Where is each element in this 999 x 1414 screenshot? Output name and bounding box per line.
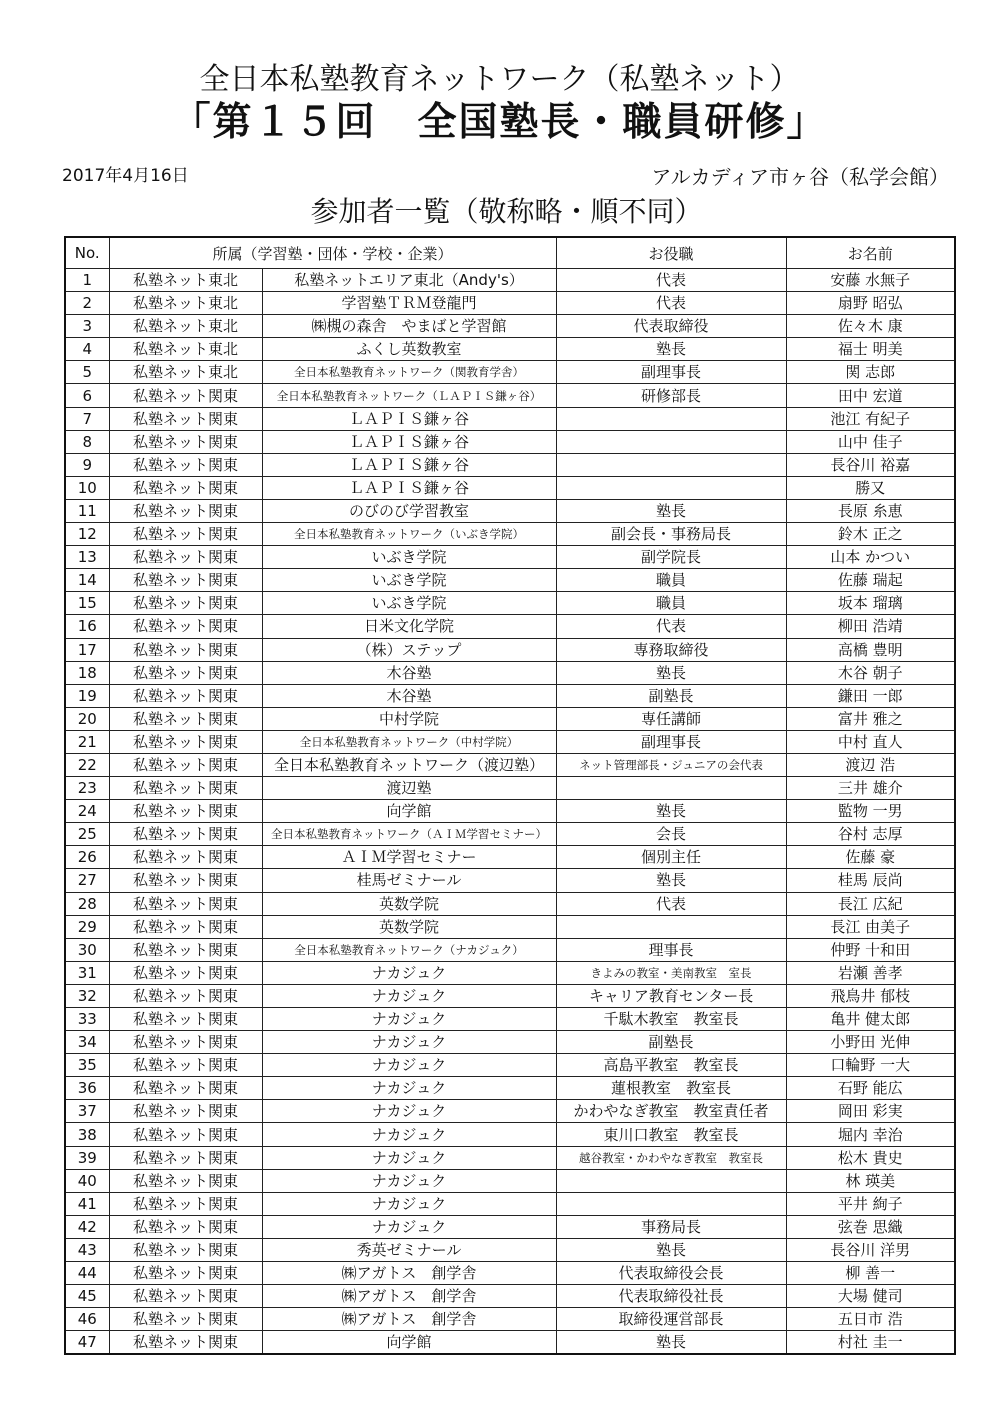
row-number: 31 bbox=[65, 961, 109, 984]
row-number: 21 bbox=[65, 730, 109, 753]
header-name: お名前 bbox=[786, 237, 955, 269]
table-row bbox=[65, 453, 955, 476]
role-cell: 代表 bbox=[556, 269, 786, 292]
role-cell: 越谷教室・かわやなぎ教室 教室長 bbox=[556, 1146, 786, 1169]
table-row bbox=[65, 800, 955, 823]
affiliation-cell: 私塾ネット関東 bbox=[109, 1031, 262, 1054]
organization-cell: 全日本私塾教育ネットワーク（関教育学舎） bbox=[262, 361, 556, 384]
affiliation-cell: 私塾ネット東北 bbox=[109, 315, 262, 338]
table-row bbox=[65, 1169, 955, 1192]
name-cell: 渡辺 浩 bbox=[786, 753, 955, 776]
row-number: 11 bbox=[65, 499, 109, 522]
affiliation-cell: 私塾ネット関東 bbox=[109, 777, 262, 800]
organization-cell: ナカジュク bbox=[262, 1031, 556, 1054]
role-cell: ネット管理部長・ジュニアの会代表 bbox=[556, 753, 786, 776]
organization-cell: 中村学院 bbox=[262, 707, 556, 730]
table-row bbox=[65, 1285, 955, 1308]
organization-cell: 英数学院 bbox=[262, 915, 556, 938]
organization-cell: いぶき学院 bbox=[262, 546, 556, 569]
role-cell: 高島平教室 教室長 bbox=[556, 1054, 786, 1077]
affiliation-cell: 私塾ネット関東 bbox=[109, 1192, 262, 1215]
row-number: 12 bbox=[65, 523, 109, 546]
organization-cell: ふくし英数教室 bbox=[262, 338, 556, 361]
organization-cell: 全日本私塾教育ネットワーク（ＬＡＰＩＳ鎌ヶ谷） bbox=[262, 384, 556, 407]
table-row bbox=[65, 1100, 955, 1123]
affiliation-cell: 私塾ネット関東 bbox=[109, 546, 262, 569]
name-cell: 仲野 十和田 bbox=[786, 938, 955, 961]
organization-cell: ナカジュク bbox=[262, 1123, 556, 1146]
table-row bbox=[65, 569, 955, 592]
organization-cell: ㈱アガトス 創学舎 bbox=[262, 1308, 556, 1331]
affiliation-cell: 私塾ネット関東 bbox=[109, 753, 262, 776]
row-number: 42 bbox=[65, 1215, 109, 1238]
name-cell: 佐藤 瑞起 bbox=[786, 569, 955, 592]
organization-cell: ナカジュク bbox=[262, 984, 556, 1007]
name-cell: 五日市 浩 bbox=[786, 1308, 955, 1331]
name-cell: 三井 雄介 bbox=[786, 777, 955, 800]
role-cell: 事務局長 bbox=[556, 1215, 786, 1238]
name-cell: 富井 雅之 bbox=[786, 707, 955, 730]
affiliation-cell: 私塾ネット関東 bbox=[109, 1077, 262, 1100]
affiliation-cell: 私塾ネット関東 bbox=[109, 1169, 262, 1192]
name-cell: 佐々木 康 bbox=[786, 315, 955, 338]
affiliation-cell: 私塾ネット東北 bbox=[109, 269, 262, 292]
affiliation-cell: 私塾ネット関東 bbox=[109, 476, 262, 499]
table-row bbox=[65, 1238, 955, 1261]
name-cell: 山本 かつい bbox=[786, 546, 955, 569]
name-cell: 佐藤 豪 bbox=[786, 846, 955, 869]
affiliation-cell: 私塾ネット関東 bbox=[109, 730, 262, 753]
affiliation-cell: 私塾ネット関東 bbox=[109, 1308, 262, 1331]
organization-cell: （株）ステップ bbox=[262, 638, 556, 661]
row-number: 20 bbox=[65, 707, 109, 730]
table-row bbox=[65, 1008, 955, 1031]
name-cell: 弦巻 思織 bbox=[786, 1215, 955, 1238]
table-row bbox=[65, 1215, 955, 1238]
role-cell: 会長 bbox=[556, 823, 786, 846]
role-cell: 研修部長 bbox=[556, 384, 786, 407]
affiliation-cell: 私塾ネット関東 bbox=[109, 569, 262, 592]
organization-cell: 私塾ネットエリア東北（Andy's） bbox=[262, 269, 556, 292]
table-row bbox=[65, 315, 955, 338]
name-cell: 鈴木 正之 bbox=[786, 523, 955, 546]
row-number: 39 bbox=[65, 1146, 109, 1169]
role-cell bbox=[556, 476, 786, 499]
affiliation-cell: 私塾ネット関東 bbox=[109, 915, 262, 938]
organization-cell: のびのび学習教室 bbox=[262, 499, 556, 522]
affiliation-cell: 私塾ネット東北 bbox=[109, 338, 262, 361]
event-date: 2017年4月16日 bbox=[62, 166, 189, 186]
name-cell: 池江 有紀子 bbox=[786, 407, 955, 430]
affiliation-cell: 私塾ネット関東 bbox=[109, 846, 262, 869]
table-header-row bbox=[65, 237, 955, 269]
organization-cell: ＬＡＰＩＳ鎌ヶ谷 bbox=[262, 476, 556, 499]
affiliation-cell: 私塾ネット関東 bbox=[109, 661, 262, 684]
row-number: 8 bbox=[65, 430, 109, 453]
table-row bbox=[65, 269, 955, 292]
role-cell: 取締役運営部長 bbox=[556, 1308, 786, 1331]
role-cell: 塾長 bbox=[556, 1238, 786, 1261]
table-row bbox=[65, 777, 955, 800]
affiliation-cell: 私塾ネット関東 bbox=[109, 384, 262, 407]
table-row bbox=[65, 292, 955, 315]
organization-cell: 向学館 bbox=[262, 1331, 556, 1355]
organization-cell: 全日本私塾教育ネットワーク（ＡＩＭ学習セミナー） bbox=[262, 823, 556, 846]
organization-cell: 英数学院 bbox=[262, 892, 556, 915]
row-number: 18 bbox=[65, 661, 109, 684]
name-cell: 亀井 健太郎 bbox=[786, 1008, 955, 1031]
affiliation-cell: 私塾ネット関東 bbox=[109, 453, 262, 476]
participant-table bbox=[64, 236, 956, 1355]
table-row bbox=[65, 1054, 955, 1077]
table-row bbox=[65, 430, 955, 453]
row-number: 44 bbox=[65, 1262, 109, 1285]
role-cell: 代表取締役社長 bbox=[556, 1285, 786, 1308]
affiliation-cell: 私塾ネット関東 bbox=[109, 592, 262, 615]
organization-cell: ナカジュク bbox=[262, 1054, 556, 1077]
role-cell: 職員 bbox=[556, 592, 786, 615]
organization-cell: 木谷塾 bbox=[262, 661, 556, 684]
role-cell bbox=[556, 1169, 786, 1192]
list-title: 参加者一覧（敬称略・順不同） bbox=[310, 195, 703, 228]
role-cell bbox=[556, 407, 786, 430]
organization-cell: ナカジュク bbox=[262, 961, 556, 984]
table-row bbox=[65, 546, 955, 569]
event-title: 「第１５回 全国塾長・職員研修」 bbox=[171, 100, 828, 145]
row-number: 35 bbox=[65, 1054, 109, 1077]
row-number: 1 bbox=[65, 269, 109, 292]
row-number: 9 bbox=[65, 453, 109, 476]
role-cell bbox=[556, 430, 786, 453]
organization-cell: ＬＡＰＩＳ鎌ヶ谷 bbox=[262, 407, 556, 430]
role-cell: 代表 bbox=[556, 615, 786, 638]
name-cell: 岩瀬 善孝 bbox=[786, 961, 955, 984]
name-cell: 柳 善一 bbox=[786, 1262, 955, 1285]
affiliation-cell: 私塾ネット関東 bbox=[109, 638, 262, 661]
affiliation-cell: 私塾ネット東北 bbox=[109, 361, 262, 384]
table-row bbox=[65, 1077, 955, 1100]
table-row bbox=[65, 984, 955, 1007]
organization-cell: 全日本私塾教育ネットワーク（中村学院） bbox=[262, 730, 556, 753]
row-number: 36 bbox=[65, 1077, 109, 1100]
name-cell: 堀内 幸治 bbox=[786, 1123, 955, 1146]
row-number: 25 bbox=[65, 823, 109, 846]
organization-cell: 渡辺塾 bbox=[262, 777, 556, 800]
name-cell: 監物 一男 bbox=[786, 800, 955, 823]
table-row bbox=[65, 1146, 955, 1169]
table-row bbox=[65, 846, 955, 869]
row-number: 13 bbox=[65, 546, 109, 569]
organization-cell: 全日本私塾教育ネットワーク（ナカジュク） bbox=[262, 938, 556, 961]
row-number: 27 bbox=[65, 869, 109, 892]
affiliation-cell: 私塾ネット関東 bbox=[109, 523, 262, 546]
name-cell: 関 志郎 bbox=[786, 361, 955, 384]
role-cell: 代表 bbox=[556, 292, 786, 315]
organization-cell: ナカジュク bbox=[262, 1100, 556, 1123]
role-cell: 塾長 bbox=[556, 800, 786, 823]
header-no: No. bbox=[65, 237, 109, 269]
row-number: 32 bbox=[65, 984, 109, 1007]
row-number: 40 bbox=[65, 1169, 109, 1192]
role-cell: 代表取締役会長 bbox=[556, 1262, 786, 1285]
name-cell: 村社 圭一 bbox=[786, 1331, 955, 1355]
affiliation-cell: 私塾ネット関東 bbox=[109, 430, 262, 453]
affiliation-cell: 私塾ネット関東 bbox=[109, 1054, 262, 1077]
organization-cell: ナカジュク bbox=[262, 1008, 556, 1031]
name-cell: 口輪野 一大 bbox=[786, 1054, 955, 1077]
row-number: 17 bbox=[65, 638, 109, 661]
name-cell: 飛鳥井 郁枝 bbox=[786, 984, 955, 1007]
table-row bbox=[65, 753, 955, 776]
role-cell: 副理事長 bbox=[556, 730, 786, 753]
table-row bbox=[65, 476, 955, 499]
role-cell: 代表取締役 bbox=[556, 315, 786, 338]
row-number: 16 bbox=[65, 615, 109, 638]
role-cell: 副塾長 bbox=[556, 1031, 786, 1054]
name-cell: 勝又 bbox=[786, 476, 955, 499]
row-number: 38 bbox=[65, 1123, 109, 1146]
table-row bbox=[65, 361, 955, 384]
name-cell: 谷村 志厚 bbox=[786, 823, 955, 846]
organization-cell: ナカジュク bbox=[262, 1169, 556, 1192]
role-cell: 理事長 bbox=[556, 938, 786, 961]
affiliation-cell: 私塾ネット関東 bbox=[109, 1238, 262, 1261]
organization-cell: いぶき学院 bbox=[262, 569, 556, 592]
name-cell: 扇野 昭弘 bbox=[786, 292, 955, 315]
table-row bbox=[65, 407, 955, 430]
row-number: 3 bbox=[65, 315, 109, 338]
organization-cell: ＡＩＭ学習セミナー bbox=[262, 846, 556, 869]
affiliation-cell: 私塾ネット関東 bbox=[109, 1100, 262, 1123]
affiliation-cell: 私塾ネット関東 bbox=[109, 869, 262, 892]
organization-cell: 桂馬ゼミナール bbox=[262, 869, 556, 892]
row-number: 33 bbox=[65, 1008, 109, 1031]
organization-cell: 日米文化学院 bbox=[262, 615, 556, 638]
name-cell: 長原 糸恵 bbox=[786, 499, 955, 522]
name-cell: 柳田 浩靖 bbox=[786, 615, 955, 638]
role-cell: 蓮根教室 教室長 bbox=[556, 1077, 786, 1100]
row-number: 5 bbox=[65, 361, 109, 384]
table-row bbox=[65, 1192, 955, 1215]
org-title: 全日本私塾教育ネットワーク（私塾ネット） bbox=[199, 62, 800, 97]
row-number: 23 bbox=[65, 777, 109, 800]
row-number: 6 bbox=[65, 384, 109, 407]
organization-cell: ＬＡＰＩＳ鎌ヶ谷 bbox=[262, 453, 556, 476]
row-number: 37 bbox=[65, 1100, 109, 1123]
event-venue: アルカディア市ヶ谷（私学会館） bbox=[651, 165, 949, 189]
role-cell: 塾長 bbox=[556, 499, 786, 522]
name-cell: 山中 佳子 bbox=[786, 430, 955, 453]
table-row bbox=[65, 823, 955, 846]
table-row bbox=[65, 499, 955, 522]
row-number: 19 bbox=[65, 684, 109, 707]
table-row bbox=[65, 384, 955, 407]
table-body bbox=[65, 269, 955, 1355]
organization-cell: 全日本私塾教育ネットワーク（いぶき学院） bbox=[262, 523, 556, 546]
name-cell: 松木 貴史 bbox=[786, 1146, 955, 1169]
row-number: 14 bbox=[65, 569, 109, 592]
role-cell: キャリア教育センター長 bbox=[556, 984, 786, 1007]
organization-cell: ナカジュク bbox=[262, 1146, 556, 1169]
name-cell: 林 瑛美 bbox=[786, 1169, 955, 1192]
role-cell bbox=[556, 915, 786, 938]
affiliation-cell: 私塾ネット関東 bbox=[109, 1146, 262, 1169]
table-row bbox=[65, 961, 955, 984]
affiliation-cell: 私塾ネット関東 bbox=[109, 1262, 262, 1285]
table-row bbox=[65, 661, 955, 684]
organization-cell: ナカジュク bbox=[262, 1215, 556, 1238]
row-number: 43 bbox=[65, 1238, 109, 1261]
affiliation-cell: 私塾ネット関東 bbox=[109, 407, 262, 430]
table-row bbox=[65, 338, 955, 361]
row-number: 10 bbox=[65, 476, 109, 499]
name-cell: 中村 直人 bbox=[786, 730, 955, 753]
role-cell bbox=[556, 453, 786, 476]
table-row bbox=[65, 938, 955, 961]
table-row bbox=[65, 915, 955, 938]
row-number: 15 bbox=[65, 592, 109, 615]
row-number: 34 bbox=[65, 1031, 109, 1054]
affiliation-cell: 私塾ネット関東 bbox=[109, 984, 262, 1007]
row-number: 28 bbox=[65, 892, 109, 915]
role-cell: 専任講師 bbox=[556, 707, 786, 730]
header-role: お役職 bbox=[556, 237, 786, 269]
role-cell bbox=[556, 1192, 786, 1215]
organization-cell: ㈱アガトス 創学舎 bbox=[262, 1262, 556, 1285]
row-number: 26 bbox=[65, 846, 109, 869]
role-cell: 専務取締役 bbox=[556, 638, 786, 661]
role-cell: 千駄木教室 教室長 bbox=[556, 1008, 786, 1031]
role-cell: 塾長 bbox=[556, 869, 786, 892]
role-cell: 個別主任 bbox=[556, 846, 786, 869]
affiliation-cell: 私塾ネット関東 bbox=[109, 1215, 262, 1238]
role-cell: 塾長 bbox=[556, 661, 786, 684]
table-row bbox=[65, 1308, 955, 1331]
table-row bbox=[65, 707, 955, 730]
affiliation-cell: 私塾ネット関東 bbox=[109, 615, 262, 638]
name-cell: 木谷 朝子 bbox=[786, 661, 955, 684]
table-row bbox=[65, 730, 955, 753]
table-row bbox=[65, 892, 955, 915]
row-number: 22 bbox=[65, 753, 109, 776]
organization-cell: ナカジュク bbox=[262, 1192, 556, 1215]
row-number: 29 bbox=[65, 915, 109, 938]
table-row bbox=[65, 523, 955, 546]
role-cell: かわやなぎ教室 教室責任者 bbox=[556, 1100, 786, 1123]
organization-cell: 秀英ゼミナール bbox=[262, 1238, 556, 1261]
role-cell: 職員 bbox=[556, 569, 786, 592]
name-cell: 長江 広紀 bbox=[786, 892, 955, 915]
table-row bbox=[65, 615, 955, 638]
name-cell: 高橋 豊明 bbox=[786, 638, 955, 661]
row-number: 2 bbox=[65, 292, 109, 315]
affiliation-cell: 私塾ネット関東 bbox=[109, 938, 262, 961]
name-cell: 長谷川 裕嘉 bbox=[786, 453, 955, 476]
row-number: 47 bbox=[65, 1331, 109, 1355]
affiliation-cell: 私塾ネット関東 bbox=[109, 1331, 262, 1355]
header-affiliation: 所属（学習塾・団体・学校・企業） bbox=[109, 237, 556, 269]
role-cell: 副塾長 bbox=[556, 684, 786, 707]
table-row bbox=[65, 684, 955, 707]
role-cell bbox=[556, 777, 786, 800]
organization-cell: ㈱アガトス 創学舎 bbox=[262, 1285, 556, 1308]
organization-cell: 向学館 bbox=[262, 800, 556, 823]
affiliation-cell: 私塾ネット関東 bbox=[109, 892, 262, 915]
table-row bbox=[65, 1262, 955, 1285]
name-cell: 安藤 水無子 bbox=[786, 269, 955, 292]
name-cell: 鎌田 一郎 bbox=[786, 684, 955, 707]
affiliation-cell: 私塾ネット関東 bbox=[109, 684, 262, 707]
affiliation-cell: 私塾ネット関東 bbox=[109, 499, 262, 522]
name-cell: 田中 宏道 bbox=[786, 384, 955, 407]
organization-cell: ＬＡＰＩＳ鎌ヶ谷 bbox=[262, 430, 556, 453]
role-cell: きよみの教室・美南教室 室長 bbox=[556, 961, 786, 984]
name-cell: 坂本 瑠璃 bbox=[786, 592, 955, 615]
affiliation-cell: 私塾ネット関東 bbox=[109, 1123, 262, 1146]
row-number: 46 bbox=[65, 1308, 109, 1331]
affiliation-cell: 私塾ネット関東 bbox=[109, 1008, 262, 1031]
role-cell: 副学院長 bbox=[556, 546, 786, 569]
role-cell: 東川口教室 教室長 bbox=[556, 1123, 786, 1146]
row-number: 30 bbox=[65, 938, 109, 961]
affiliation-cell: 私塾ネット関東 bbox=[109, 823, 262, 846]
table-row bbox=[65, 592, 955, 615]
affiliation-cell: 私塾ネット関東 bbox=[109, 961, 262, 984]
role-cell: 副理事長 bbox=[556, 361, 786, 384]
name-cell: 岡田 彩実 bbox=[786, 1100, 955, 1123]
table-row bbox=[65, 1331, 955, 1355]
name-cell: 長江 由美子 bbox=[786, 915, 955, 938]
organization-cell: いぶき学院 bbox=[262, 592, 556, 615]
name-cell: 小野田 光伸 bbox=[786, 1031, 955, 1054]
row-number: 24 bbox=[65, 800, 109, 823]
role-cell: 副会長・事務局長 bbox=[556, 523, 786, 546]
affiliation-cell: 私塾ネット関東 bbox=[109, 1285, 262, 1308]
row-number: 4 bbox=[65, 338, 109, 361]
table-row bbox=[65, 638, 955, 661]
name-cell: 桂馬 辰尚 bbox=[786, 869, 955, 892]
affiliation-cell: 私塾ネット関東 bbox=[109, 800, 262, 823]
row-number: 7 bbox=[65, 407, 109, 430]
organization-cell: 全日本私塾教育ネットワーク（渡辺塾） bbox=[262, 753, 556, 776]
affiliation-cell: 私塾ネット関東 bbox=[109, 707, 262, 730]
name-cell: 平井 絢子 bbox=[786, 1192, 955, 1215]
name-cell: 福士 明美 bbox=[786, 338, 955, 361]
row-number: 41 bbox=[65, 1192, 109, 1215]
name-cell: 長谷川 洋男 bbox=[786, 1238, 955, 1261]
row-number: 45 bbox=[65, 1285, 109, 1308]
organization-cell: 学習塾ＴＲＭ登龍門 bbox=[262, 292, 556, 315]
organization-cell: ㈱槻の森舎 やまばと学習館 bbox=[262, 315, 556, 338]
table-row bbox=[65, 1123, 955, 1146]
name-cell: 石野 能広 bbox=[786, 1077, 955, 1100]
role-cell: 塾長 bbox=[556, 1331, 786, 1355]
table-row bbox=[65, 1031, 955, 1054]
affiliation-cell: 私塾ネット東北 bbox=[109, 292, 262, 315]
role-cell: 代表 bbox=[556, 892, 786, 915]
organization-cell: 木谷塾 bbox=[262, 684, 556, 707]
organization-cell: ナカジュク bbox=[262, 1077, 556, 1100]
table-row bbox=[65, 869, 955, 892]
name-cell: 大場 健司 bbox=[786, 1285, 955, 1308]
role-cell: 塾長 bbox=[556, 338, 786, 361]
